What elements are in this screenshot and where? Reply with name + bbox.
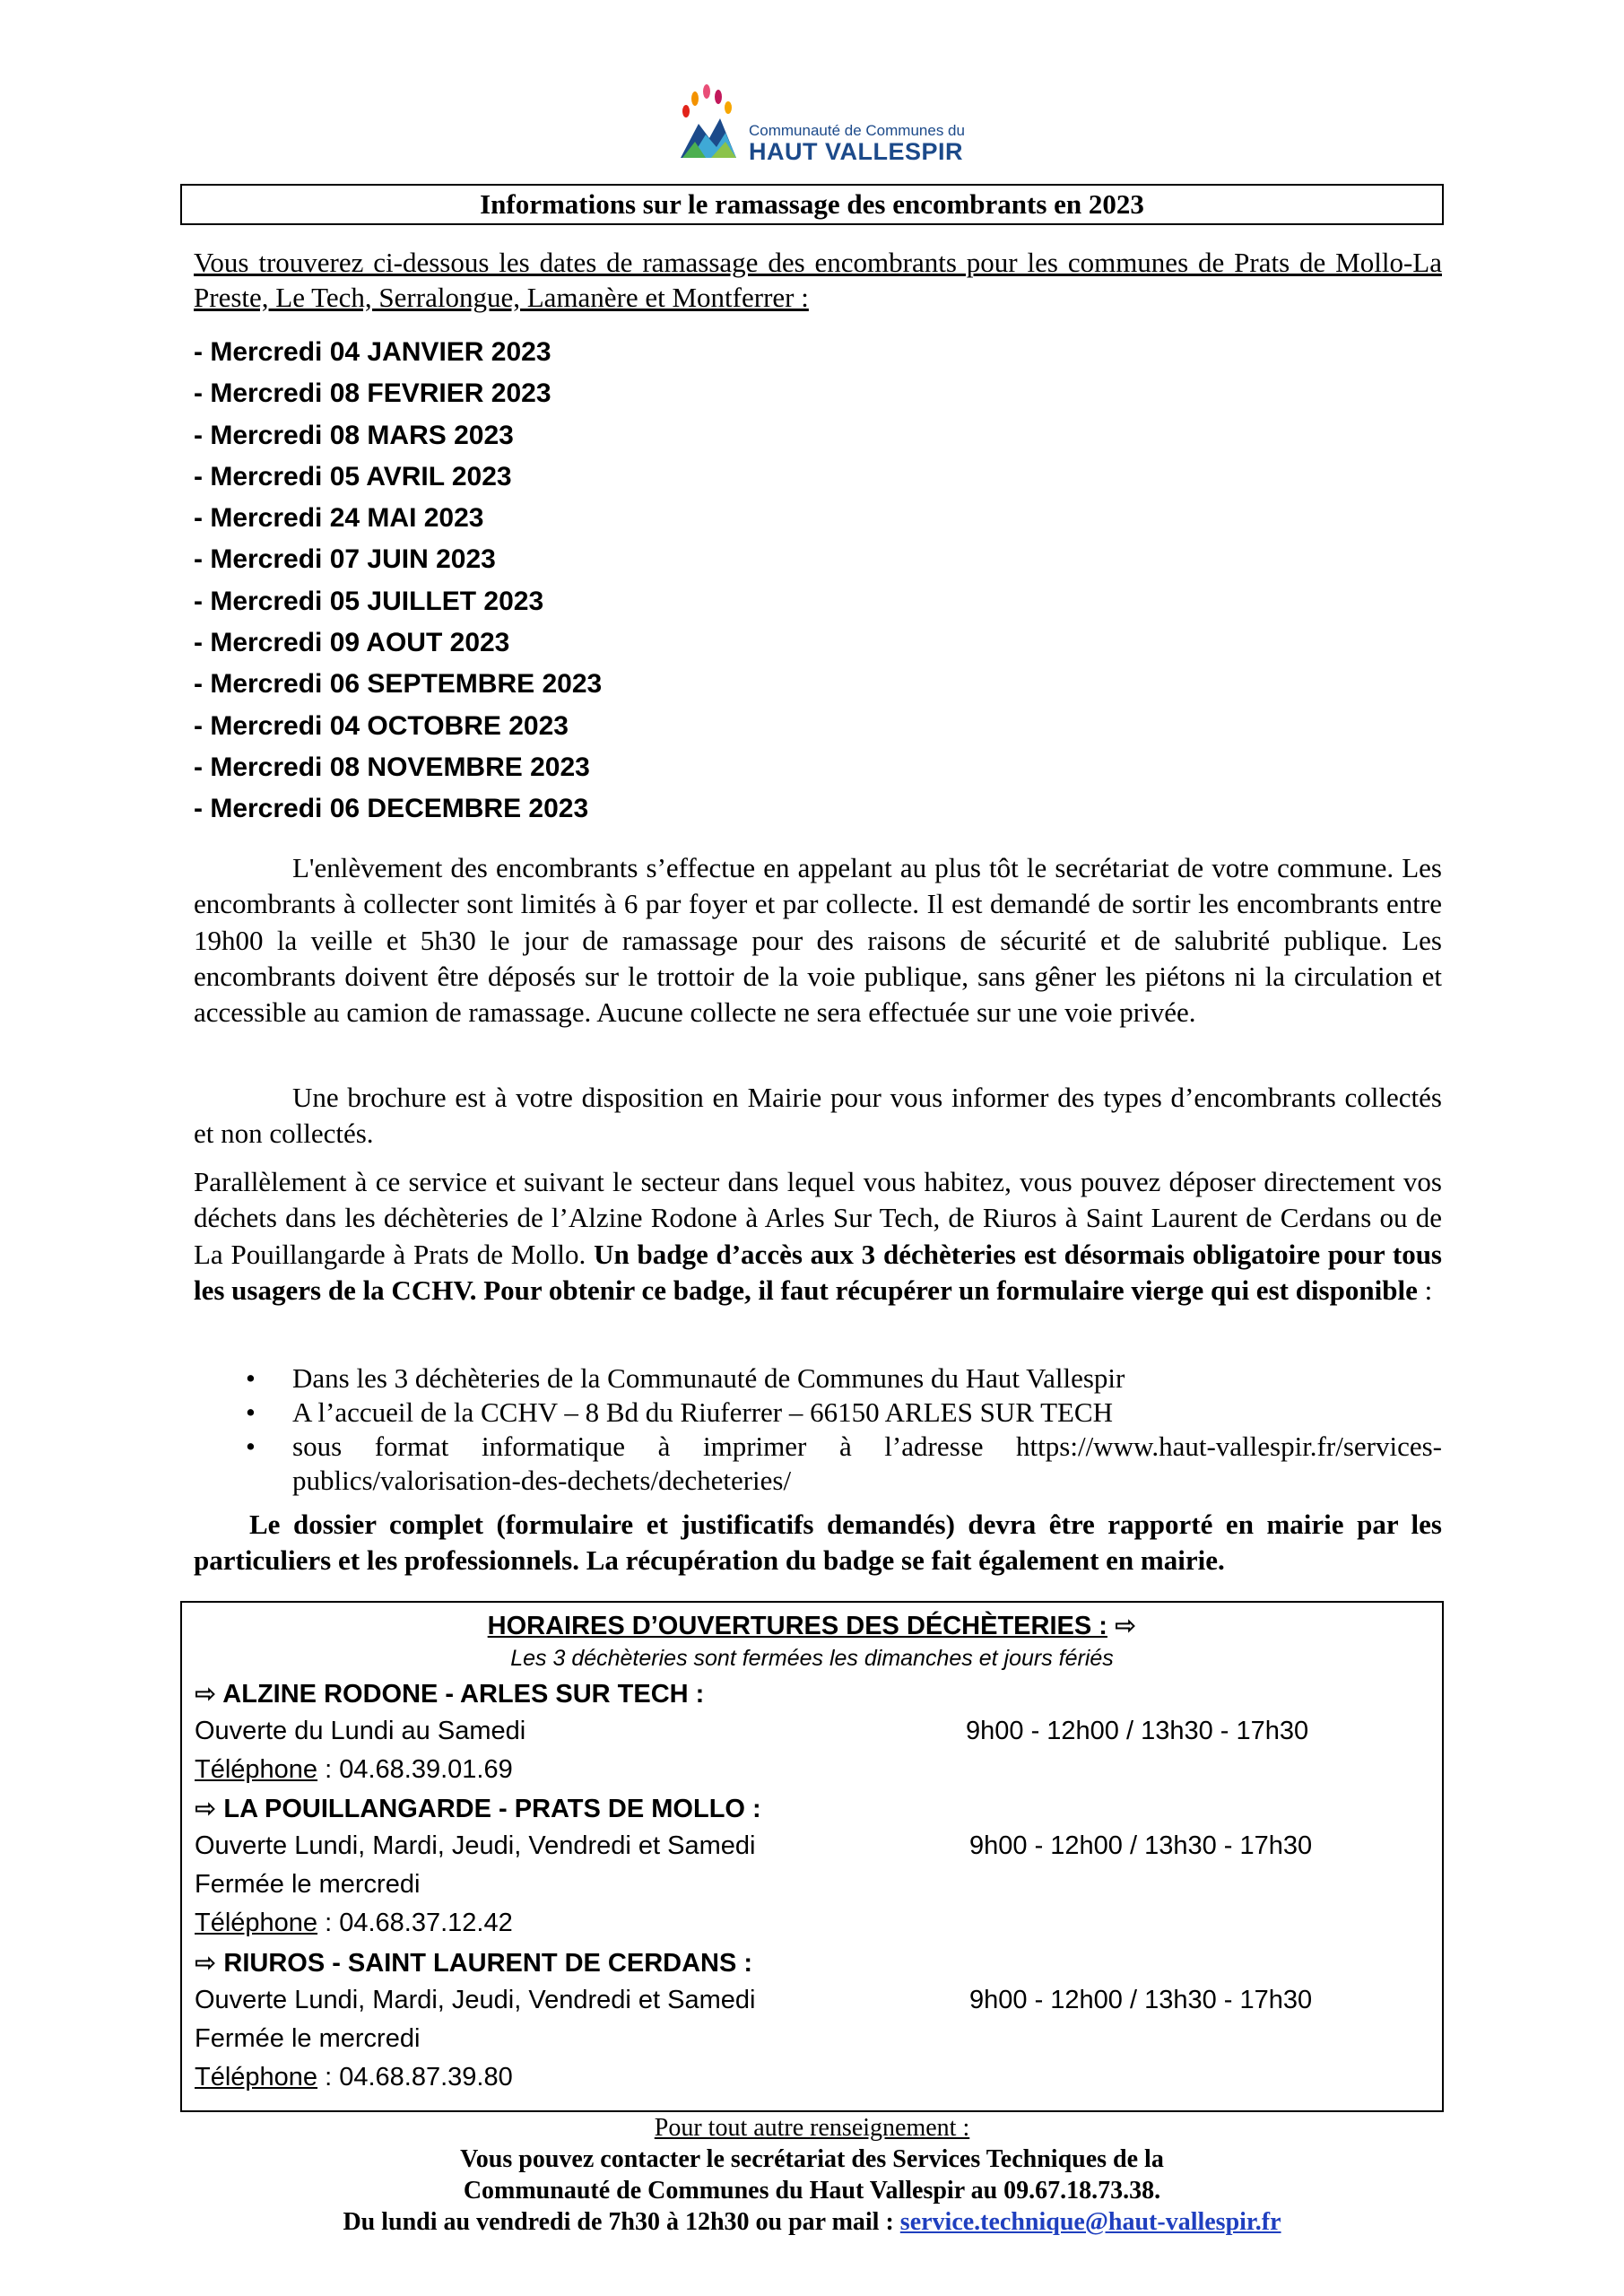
dates-list bbox=[194, 332, 602, 831]
arrow-right-icon: ⇨ bbox=[195, 1949, 217, 1978]
badge-text: Un badge d’accès aux 3 déchèteries est désormais obligatoire pour tous les usagers de la CCHV. Pour obtenir ce badge, il faut récupérer un formulaire vierge qui est disponible bbox=[194, 1238, 1442, 1306]
bullet-icon: • bbox=[246, 1396, 256, 1428]
date-item: - Mercredi 08 MARS 2023 bbox=[194, 420, 514, 450]
date-item: - Mercredi 08 FEVRIER 2023 bbox=[194, 378, 551, 409]
arrow-right-icon: ⇨ bbox=[1115, 1612, 1137, 1640]
date-item: - Mercredi 05 AVRIL 2023 bbox=[194, 461, 512, 491]
site-days: Ouverte Lundi, Mardi, Jeudi, Vendredi et Samedi bbox=[195, 1986, 756, 2014]
email-link[interactable]: service.technique@haut-vallespir.fr bbox=[899, 2208, 1281, 2236]
site-closed: Fermée le mercredi bbox=[195, 1870, 421, 1899]
bullet-icon: • bbox=[246, 1431, 256, 1462]
site-name-pouillangarde: ⇨ LA POUILLANGARDE - PRATS DE MOLLO : bbox=[195, 1795, 761, 1823]
date-item: - Mercredi 09 AOUT 2023 bbox=[194, 628, 510, 658]
footer-line4: Du lundi au vendredi de 7h30 à 12h30 ou par mail : service.technique@haut-vallespir.fr bbox=[343, 2208, 1281, 2236]
decheteries-paragraph bbox=[194, 1164, 1442, 1309]
date-item: - Mercredi 05 JUILLET 2023 bbox=[194, 586, 544, 616]
list-item bbox=[194, 1430, 1442, 1498]
site-hours: 9h00 - 12h00 / 13h30 - 17h30 bbox=[969, 1831, 1313, 1860]
logo-line2: HAUT VALLESPIR bbox=[749, 138, 964, 165]
date-item: - Mercredi 04 JANVIER 2023 bbox=[194, 337, 551, 367]
site-phone: Téléphone : 04.68.37.12.42 bbox=[195, 1909, 513, 1937]
site-phone: Téléphone : 04.68.87.39.80 bbox=[195, 2063, 513, 2092]
hours-subtitle: Les 3 déchèteries sont fermées les dimanches et jours fériés bbox=[510, 1646, 1114, 1671]
site-days: Ouverte du Lundi au Samedi bbox=[195, 1717, 526, 1745]
page-title: Informations sur le ramassage des encombrants en 2023 bbox=[180, 184, 1444, 225]
date-item: - Mercredi 06 SEPTEMBRE 2023 bbox=[194, 669, 603, 700]
decheteries-text: Parallèlement à ce service et suivant le secteur dans lequel vous habitez, vous pouvez déposer directement vos déchets dans les déchèteries de l’Alzine Rodone à Arles Sur Tech, de Riuros à Saint Laurent de Cerdans ou de La Pouillangarde à Prats de Mollo. bbox=[194, 1166, 1442, 1270]
date-item: - Mercredi 08 NOVEMBRE 2023 bbox=[194, 752, 590, 782]
footer-line2: Vous pouvez contacter le secrétariat des Services Techniques de la bbox=[460, 2145, 1164, 2173]
list-item: • A l’accueil de la CCHV – 8 Bd du Riuferrer – 66150 ARLES SUR TECH bbox=[246, 1396, 1113, 1428]
bullet-icon: • bbox=[246, 1362, 256, 1394]
logo-mountain-icon bbox=[679, 83, 751, 165]
badge-text-end: : bbox=[1417, 1274, 1433, 1306]
site-hours: 9h00 - 12h00 / 13h30 - 17h30 bbox=[966, 1717, 1309, 1745]
logo-line1: Communauté de Communes du bbox=[749, 122, 965, 139]
footer-line1: Pour tout autre renseignement : bbox=[654, 2114, 970, 2142]
date-item: - Mercredi 24 MAI 2023 bbox=[194, 503, 484, 534]
footer bbox=[180, 2112, 1444, 2238]
arrow-right-icon: ⇨ bbox=[195, 1680, 217, 1709]
site-days: Ouverte Lundi, Mardi, Jeudi, Vendredi et Samedi bbox=[195, 1831, 756, 1860]
site-closed: Fermée le mercredi bbox=[195, 2024, 421, 2053]
footer-line3: Communauté de Communes du Haut Vallespir au 09.67.18.73.38. bbox=[463, 2177, 1161, 2205]
arrow-right-icon: ⇨ bbox=[195, 1795, 217, 1823]
date-item: - Mercredi 07 JUIN 2023 bbox=[194, 544, 496, 575]
list-item: • Dans les 3 déchèteries de la Communauté de Communes du Haut Vallespir bbox=[246, 1362, 1125, 1394]
site-hours: 9h00 - 12h00 / 13h30 - 17h30 bbox=[969, 1986, 1313, 2014]
site-phone: Téléphone : 04.68.39.01.69 bbox=[195, 1755, 513, 1784]
site-name-alzine: ⇨ ALZINE RODONE - ARLES SUR TECH : bbox=[195, 1680, 705, 1709]
brochure-paragraph: Une brochure est à votre disposition en Mairie pour vous informer des types d’encombrants collectés et non collectés. bbox=[194, 1082, 1442, 1150]
hours-title: HORAIRES D’OUVERTURES DES DÉCHÈTERIES : ⇨ bbox=[487, 1612, 1137, 1640]
badge-locations-list bbox=[194, 1361, 1442, 1498]
intro-text: Vous trouverez ci-dessous les dates de ramassage des encombrants pour les communes de Prats de Mollo-La Preste, Le Tech, Serralongue, Lamanère et Montferrer : bbox=[194, 247, 1442, 313]
collection-paragraph: L'enlèvement des encombrants s’effectue en appelant au plus tôt le secrétariat de votre commune. Les encombrants à collecter sont limités à 6 par foyer et par collecte. Il est demandé de sortir les encombrants entre 19h00 la veille et 5h30 le jour de ramassage pour des raisons de sécurité et de salubrité publique. Les encombrants doivent être déposés sur le trottoir de la voie publique, sans gêner les piétons ni la circulation et accessible au camion de ramassage. Aucune collecte ne sera effectuée sur une voie privée. bbox=[194, 852, 1442, 1029]
date-item: - Mercredi 04 OCTOBRE 2023 bbox=[194, 710, 569, 741]
hours-box bbox=[180, 1601, 1444, 2112]
logo bbox=[679, 83, 965, 169]
url-text[interactable]: sous format informatique à imprimer à l’adresse https://www.haut-vallespir.fr/services-publics/valorisation-des-dechets/decheteries/ bbox=[292, 1431, 1442, 1496]
site-name-riuros: ⇨ RIUROS - SAINT LAURENT DE CERDANS : bbox=[195, 1949, 753, 1978]
date-item: - Mercredi 06 DECEMBRE 2023 bbox=[194, 794, 589, 824]
dossier-paragraph: Le dossier complet (formulaire et justificatifs demandés) devra être rapporté en mairie par les particuliers et les professionnels. La récupération du badge se fait également en mairie. bbox=[194, 1509, 1442, 1577]
